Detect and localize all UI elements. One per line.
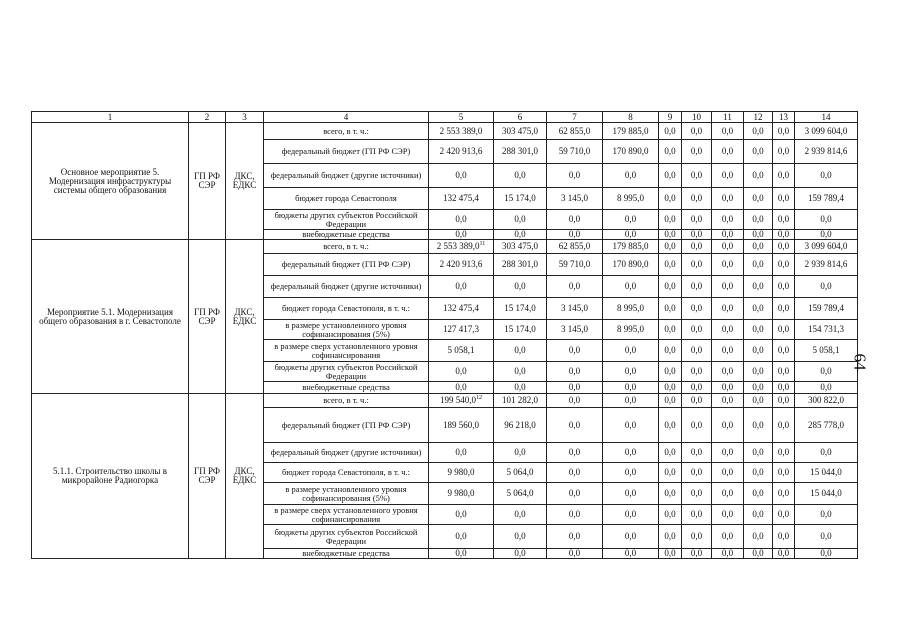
value-cell: 0,0 [547, 276, 603, 298]
value-cell: 0,0 [494, 230, 547, 240]
value-cell: 0,0 [659, 549, 682, 559]
value-cell: 0,0 [547, 549, 603, 559]
value-cell: 0,0 [603, 443, 659, 463]
value-cell: 303 475,0 [494, 123, 547, 140]
value-cell: 0,0 [682, 483, 712, 505]
value-cell: 0,0 [603, 164, 659, 188]
value-cell: 0,0 [773, 525, 795, 549]
value-cell: 0,0 [603, 340, 659, 362]
value-cell: 2 420 913,6 [429, 140, 494, 164]
value-cell: 132 475,4 [429, 298, 494, 320]
funding-source: внебюджетные средства [264, 230, 429, 240]
value-cell: 0,0 [659, 483, 682, 505]
value-cell: 0,0 [773, 394, 795, 408]
value-cell: 170 890,0 [603, 140, 659, 164]
value-cell: 15 174,0 [494, 188, 547, 210]
value-cell: 179 885,0 [603, 240, 659, 254]
funding-source: федеральный бюджет (другие источники) [264, 276, 429, 298]
funding-source: бюджеты других субъектов Российской Федерации [264, 525, 429, 549]
value-cell: 0,0 [744, 443, 773, 463]
value-cell: 0,0 [429, 276, 494, 298]
value-cell: 0,0 [773, 362, 795, 382]
funding-source: всего, в т. ч.: [264, 394, 429, 408]
column-header: 12 [744, 112, 773, 123]
value-cell: 0,0 [773, 443, 795, 463]
value-cell: 0,0 [773, 164, 795, 188]
value-cell: 0,0 [659, 230, 682, 240]
value-cell: 0,0 [682, 123, 712, 140]
value-cell: 3 099 604,0 [795, 240, 858, 254]
value-cell: 2 420 913,6 [429, 254, 494, 276]
value-cell: 0,0 [744, 123, 773, 140]
value-cell: 0,0 [659, 298, 682, 320]
value-cell: 132 475,4 [429, 188, 494, 210]
value-cell: 170 890,0 [603, 254, 659, 276]
value-cell-with-footnote [429, 394, 494, 408]
value-cell: 0,0 [682, 443, 712, 463]
column-header: 5 [429, 112, 494, 123]
value-cell: 0,0 [682, 210, 712, 230]
value-cell: 0,0 [712, 340, 744, 362]
value-cell: 0,0 [603, 525, 659, 549]
value-cell: 0,0 [547, 340, 603, 362]
value-cell: 0,0 [429, 210, 494, 230]
value-cell: 0,0 [712, 443, 744, 463]
value-cell: 0,0 [682, 164, 712, 188]
value-cell: 0,0 [494, 525, 547, 549]
funding-source: федеральный бюджет (другие источники) [264, 443, 429, 463]
value-cell: 0,0 [603, 362, 659, 382]
value-cell: 0,0 [659, 254, 682, 276]
funding-source: федеральный бюджет (ГП РФ СЭР) [264, 140, 429, 164]
column-header: 2 [189, 112, 226, 123]
value-cell: 0,0 [682, 340, 712, 362]
value: 2 553 389,0 [436, 241, 480, 251]
value-cell: 15 044,0 [795, 463, 858, 483]
value-cell: 2 939 814,6 [795, 254, 858, 276]
value-cell: 0,0 [744, 164, 773, 188]
value-cell: 3 145,0 [547, 320, 603, 340]
value-cell-with-footnote [429, 240, 494, 254]
value-cell: 0,0 [795, 230, 858, 240]
value-cell: 62 855,0 [547, 123, 603, 140]
value-cell: 0,0 [712, 382, 744, 394]
value-cell: 0,0 [659, 443, 682, 463]
value-cell: 285 778,0 [795, 408, 858, 443]
value-cell: 59 710,0 [547, 140, 603, 164]
budget-table [31, 111, 858, 559]
value-cell: 0,0 [712, 408, 744, 443]
column-header: 4 [264, 112, 429, 123]
value-cell: 0,0 [659, 505, 682, 525]
column-header: 3 [226, 112, 264, 123]
value-cell: 0,0 [603, 408, 659, 443]
value-cell: 0,0 [712, 298, 744, 320]
value-cell: 0,0 [795, 505, 858, 525]
value-cell: 0,0 [744, 549, 773, 559]
value-cell: 0,0 [659, 140, 682, 164]
value-cell: 159 789,4 [795, 298, 858, 320]
value-cell: 0,0 [712, 140, 744, 164]
value-cell: 0,0 [494, 505, 547, 525]
value-cell: 0,0 [795, 362, 858, 382]
funding-source: бюджеты других субъектов Российской Федерации [264, 362, 429, 382]
value-cell: 0,0 [682, 188, 712, 210]
value-cell: 288 301,0 [494, 254, 547, 276]
value-cell: 0,0 [773, 463, 795, 483]
value-cell: 0,0 [773, 505, 795, 525]
value-cell: 0,0 [547, 164, 603, 188]
value-cell: 0,0 [494, 164, 547, 188]
value-cell: 0,0 [547, 382, 603, 394]
executor-cell: ГП РФ СЭР [189, 123, 226, 240]
value-cell: 0,0 [547, 463, 603, 483]
value-cell: 0,0 [773, 382, 795, 394]
value-cell: 0,0 [547, 525, 603, 549]
value-cell: 0,0 [773, 408, 795, 443]
value-cell: 0,0 [682, 394, 712, 408]
footnote-marker: 12 [476, 395, 482, 401]
value-cell: 0,0 [773, 320, 795, 340]
funding-source: внебюджетные средства [264, 382, 429, 394]
value-cell: 0,0 [712, 505, 744, 525]
value-cell: 3 099 604,0 [795, 123, 858, 140]
value-cell: 0,0 [795, 382, 858, 394]
column-header: 9 [659, 112, 682, 123]
value-cell: 0,0 [547, 394, 603, 408]
value-cell: 0,0 [773, 188, 795, 210]
value: 199 540,0 [440, 395, 476, 405]
funding-source: бюджеты других субъектов Российской Федерации [264, 210, 429, 230]
value-cell: 0,0 [744, 240, 773, 254]
value-cell: 0,0 [547, 362, 603, 382]
value-cell: 9 980,0 [429, 483, 494, 505]
participants-cell: ДКС, ЕДКС [226, 123, 264, 240]
funding-source: бюджет города Севастополя [264, 188, 429, 210]
participants-cell: ДКС, ЕДКС [226, 394, 264, 559]
value-cell: 3 145,0 [547, 188, 603, 210]
value-cell: 0,0 [773, 123, 795, 140]
value-cell: 8 995,0 [603, 188, 659, 210]
value-cell: 0,0 [795, 164, 858, 188]
value-cell: 0,0 [744, 463, 773, 483]
value-cell: 0,0 [744, 188, 773, 210]
value-cell: 0,0 [547, 505, 603, 525]
value-cell: 0,0 [547, 230, 603, 240]
value-cell: 0,0 [744, 408, 773, 443]
value-cell: 0,0 [659, 240, 682, 254]
funding-source: федеральный бюджет (другие источники) [264, 164, 429, 188]
value-cell: 0,0 [429, 549, 494, 559]
table-body [32, 123, 858, 559]
value-cell: 303 475,0 [494, 240, 547, 254]
value-cell: 0,0 [773, 254, 795, 276]
value-cell: 0,0 [744, 382, 773, 394]
activity-name: Мероприятие 5.1. Модернизация общего образования в г. Севастополе [32, 240, 189, 394]
header-row [32, 112, 858, 123]
value-cell: 0,0 [744, 394, 773, 408]
value-cell: 0,0 [429, 362, 494, 382]
value-cell: 0,0 [682, 382, 712, 394]
value-cell: 0,0 [494, 382, 547, 394]
value-cell: 59 710,0 [547, 254, 603, 276]
value-cell: 0,0 [659, 340, 682, 362]
value-cell: 127 417,3 [429, 320, 494, 340]
value-cell: 0,0 [682, 408, 712, 443]
value-cell: 0,0 [773, 483, 795, 505]
funding-source: федеральный бюджет (ГП РФ СЭР) [264, 408, 429, 443]
value-cell: 0,0 [744, 483, 773, 505]
value-cell: 0,0 [429, 443, 494, 463]
value-cell: 0,0 [494, 443, 547, 463]
value-cell: 0,0 [603, 382, 659, 394]
value-cell: 0,0 [773, 240, 795, 254]
value-cell: 0,0 [494, 340, 547, 362]
value-cell: 0,0 [795, 525, 858, 549]
value-cell: 0,0 [659, 408, 682, 443]
value-cell: 0,0 [773, 210, 795, 230]
value-cell: 0,0 [603, 463, 659, 483]
value-cell: 5 058,1 [795, 340, 858, 362]
value-cell: 0,0 [603, 483, 659, 505]
activity-name: 5.1.1. Строительство школы в микрорайоне Радиогорка [32, 394, 189, 559]
value-cell: 0,0 [773, 140, 795, 164]
funding-source: всего, в т. ч.: [264, 240, 429, 254]
value-cell: 0,0 [795, 443, 858, 463]
funding-source: бюджет города Севастополя, в т. ч.: [264, 298, 429, 320]
value-cell: 0,0 [659, 276, 682, 298]
value-cell: 0,0 [712, 123, 744, 140]
value-cell: 159 789,4 [795, 188, 858, 210]
value-cell: 0,0 [682, 230, 712, 240]
value-cell: 0,0 [603, 276, 659, 298]
value-cell: 0,0 [659, 362, 682, 382]
value-cell: 0,0 [744, 276, 773, 298]
value-cell: 8 995,0 [603, 298, 659, 320]
value-cell: 0,0 [547, 210, 603, 230]
value-cell: 0,0 [603, 230, 659, 240]
value-cell: 0,0 [659, 382, 682, 394]
value-cell: 0,0 [773, 298, 795, 320]
funding-source: бюджет города Севастополя, в т. ч.: [264, 463, 429, 483]
value-cell: 15 044,0 [795, 483, 858, 505]
value-cell: 8 995,0 [603, 320, 659, 340]
value-cell: 0,0 [744, 525, 773, 549]
value-cell: 0,0 [744, 320, 773, 340]
value-cell: 0,0 [682, 298, 712, 320]
value-cell: 0,0 [429, 164, 494, 188]
value-cell: 0,0 [744, 298, 773, 320]
value-cell: 0,0 [603, 210, 659, 230]
value-cell: 0,0 [659, 164, 682, 188]
value-cell: 0,0 [795, 276, 858, 298]
funding-source: внебюджетные средства [264, 549, 429, 559]
column-header: 13 [773, 112, 795, 123]
value-cell: 0,0 [682, 463, 712, 483]
value-cell: 0,0 [682, 254, 712, 276]
value-cell: 0,0 [712, 320, 744, 340]
value-cell: 0,0 [712, 394, 744, 408]
value-cell: 0,0 [547, 483, 603, 505]
value-cell: 0,0 [712, 549, 744, 559]
value-cell: 0,0 [659, 123, 682, 140]
value-cell: 0,0 [795, 210, 858, 230]
value-cell: 0,0 [494, 210, 547, 230]
value-cell: 0,0 [712, 164, 744, 188]
value-cell: 0,0 [603, 549, 659, 559]
value-cell: 0,0 [744, 210, 773, 230]
value-cell: 0,0 [712, 188, 744, 210]
value-cell: 0,0 [659, 463, 682, 483]
value-cell: 0,0 [429, 230, 494, 240]
value-cell: 0,0 [682, 276, 712, 298]
value-cell: 0,0 [659, 394, 682, 408]
value-cell: 0,0 [712, 362, 744, 382]
value-cell: 5 064,0 [494, 483, 547, 505]
value-cell: 0,0 [429, 382, 494, 394]
column-header: 10 [682, 112, 712, 123]
table-row [32, 240, 858, 254]
value-cell: 0,0 [682, 320, 712, 340]
value-cell: 0,0 [744, 230, 773, 240]
value-cell: 0,0 [429, 525, 494, 549]
value-cell: 0,0 [744, 140, 773, 164]
value-cell: 0,0 [682, 140, 712, 164]
executor-cell: ГП РФ СЭР [189, 240, 226, 394]
value-cell: 288 301,0 [494, 140, 547, 164]
value-cell: 0,0 [744, 254, 773, 276]
value-cell: 0,0 [795, 549, 858, 559]
funding-source: в размере установленного уровня софинансирования (5%) [264, 483, 429, 505]
value-cell: 0,0 [744, 505, 773, 525]
value-cell: 0,0 [773, 549, 795, 559]
value-cell: 0,0 [712, 463, 744, 483]
funding-source: в размере сверх установленного уровня софинансирования [264, 505, 429, 525]
value-cell: 0,0 [712, 230, 744, 240]
value-cell: 189 560,0 [429, 408, 494, 443]
participants-cell: ДКС, ЕДКС [226, 240, 264, 394]
value-cell: 96 218,0 [494, 408, 547, 443]
table-row [32, 123, 858, 140]
value-cell: 0,0 [773, 230, 795, 240]
value-cell: 62 855,0 [547, 240, 603, 254]
value-cell: 9 980,0 [429, 463, 494, 483]
value-cell: 0,0 [712, 240, 744, 254]
column-header: 1 [32, 112, 189, 123]
value-cell: 0,0 [744, 340, 773, 362]
column-header: 14 [795, 112, 858, 123]
page-number: 64 [850, 353, 870, 371]
value-cell: 5 064,0 [494, 463, 547, 483]
value-cell: 0,0 [659, 188, 682, 210]
value-cell: 0,0 [773, 276, 795, 298]
funding-source: федеральный бюджет (ГП РФ СЭР) [264, 254, 429, 276]
activity-name: Основное мероприятие 5. Модернизация инфраструктуры системы общего образования [32, 123, 189, 240]
value-cell: 154 731,3 [795, 320, 858, 340]
value-cell: 0,0 [429, 505, 494, 525]
value-cell: 15 174,0 [494, 298, 547, 320]
value-cell: 300 822,0 [795, 394, 858, 408]
value-cell: 0,0 [659, 525, 682, 549]
value-cell: 0,0 [494, 276, 547, 298]
value-cell: 2 939 814,6 [795, 140, 858, 164]
value-cell: 3 145,0 [547, 298, 603, 320]
value-cell: 0,0 [659, 210, 682, 230]
value-cell: 0,0 [712, 276, 744, 298]
funding-source: в размере сверх установленного уровня софинансирования [264, 340, 429, 362]
value-cell: 0,0 [682, 240, 712, 254]
value-cell: 2 553 389,0 [429, 123, 494, 140]
value-cell: 0,0 [773, 340, 795, 362]
value-cell: 0,0 [712, 210, 744, 230]
value-cell: 101 282,0 [494, 394, 547, 408]
value-cell: 0,0 [682, 362, 712, 382]
funding-source: всего, в т. ч.: [264, 123, 429, 140]
column-header: 11 [712, 112, 744, 123]
value-cell: 0,0 [547, 408, 603, 443]
table-row [32, 394, 858, 408]
column-header: 7 [547, 112, 603, 123]
value-cell: 15 174,0 [494, 320, 547, 340]
value-cell: 0,0 [494, 549, 547, 559]
column-header: 6 [494, 112, 547, 123]
column-header: 8 [603, 112, 659, 123]
value-cell: 0,0 [659, 320, 682, 340]
funding-source: в размере установленного уровня софинансирования (5%) [264, 320, 429, 340]
value-cell: 179 885,0 [603, 123, 659, 140]
value-cell: 0,0 [744, 362, 773, 382]
value-cell: 0,0 [603, 394, 659, 408]
value-cell: 0,0 [682, 549, 712, 559]
executor-cell: ГП РФ СЭР [189, 394, 226, 559]
value-cell: 0,0 [494, 362, 547, 382]
value-cell: 0,0 [682, 525, 712, 549]
footnote-marker: 11 [479, 241, 486, 247]
value-cell: 0,0 [547, 443, 603, 463]
value-cell: 0,0 [603, 505, 659, 525]
value-cell: 5 058,1 [429, 340, 494, 362]
value-cell: 0,0 [712, 483, 744, 505]
value-cell: 0,0 [682, 505, 712, 525]
value-cell: 0,0 [712, 525, 744, 549]
value-cell: 0,0 [712, 254, 744, 276]
